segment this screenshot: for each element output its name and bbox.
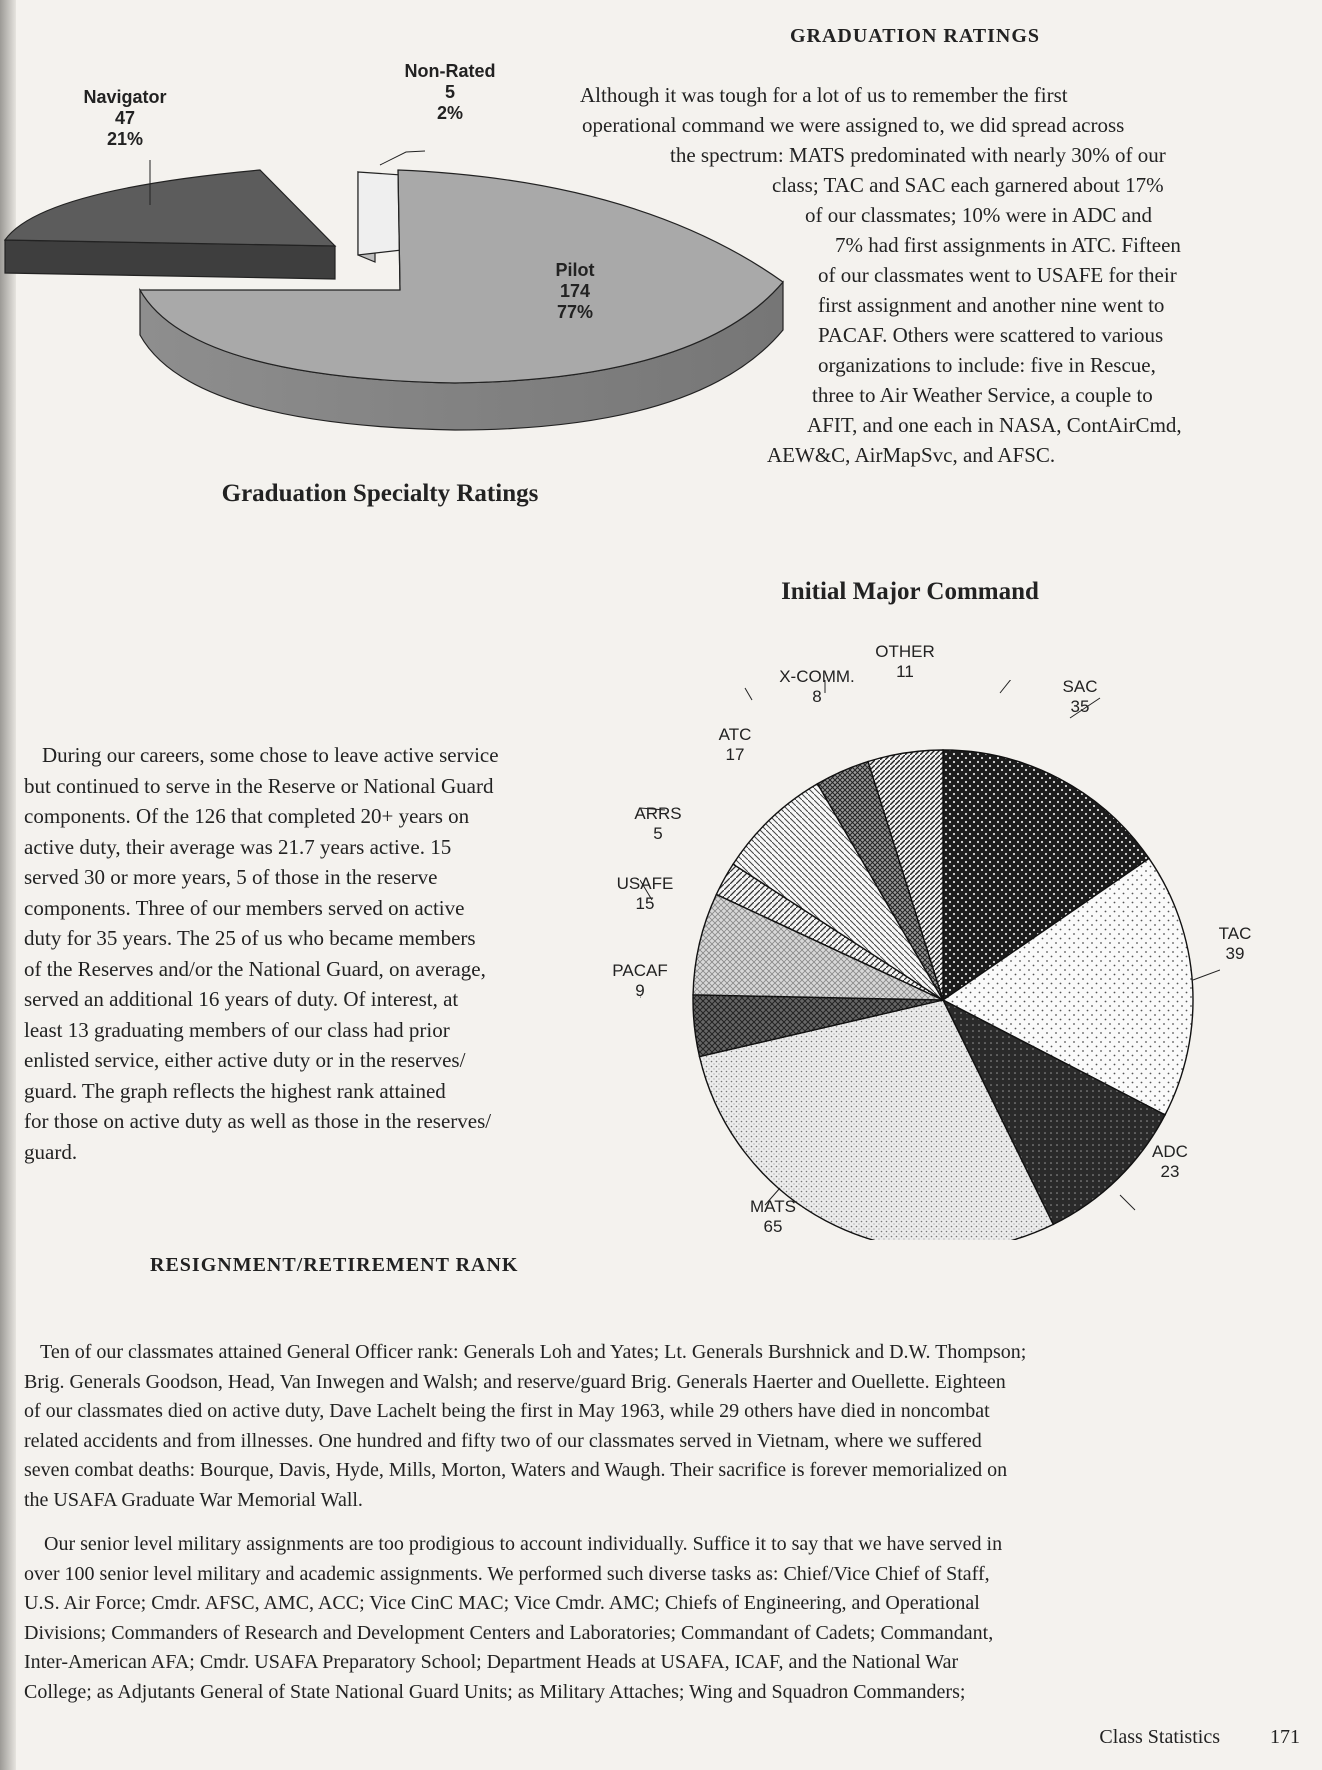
label-mats-name: MATS <box>750 1197 796 1216</box>
label-pilot-name: Pilot <box>555 260 595 280</box>
label-pacaf-name: PACAF <box>612 961 668 980</box>
rank-p1-line: seven combat deaths: Bourque, Davis, Hyde, Mills, Morton, Waters and Waugh. Their sacrifice is forever memorialized on <box>24 1459 1008 1481</box>
careers-line: During our careers, some chose to leave active service <box>42 743 499 767</box>
gr-line: operational command we were assigned to, we did spread across <box>582 113 1125 137</box>
leader-line <box>745 688 752 700</box>
label-adc-name: ADC <box>1152 1142 1188 1161</box>
gr-line: PACAF. Others were scattered to various <box>818 323 1164 347</box>
label-atc <box>705 725 765 765</box>
label-xcomm-value: 8 <box>812 687 822 706</box>
page-footer <box>1000 1726 1300 1749</box>
rank-p1-line: related accidents and from illnesses. One hundred and fifty two of our classmates served in Vietnam, where we suffered <box>24 1429 982 1452</box>
gr-line: of our classmates went to USAFE for their <box>818 263 1177 287</box>
label-tac <box>1205 924 1265 964</box>
careers-line: but continued to serve in the Reserve or National Guard <box>24 773 494 798</box>
gr-line: AFIT, and one each in NASA, ContAirCmd, <box>807 413 1182 437</box>
label-usafe-name: USAFE <box>616 874 674 893</box>
label-atc-value: 17 <box>725 745 745 764</box>
command-chart-title: Initial Major Command <box>781 578 1039 605</box>
leader-line <box>1193 970 1220 980</box>
rank-p2-line: Our senior level military assignments are too prodigious to account individually. Suffice it to say that we have served in <box>44 1533 1003 1555</box>
gr-line: organizations to include: five in Rescue, <box>818 353 1156 377</box>
careers-line: components. Of the 126 that completed 20+ years on <box>24 804 470 828</box>
label-arrs <box>628 804 688 844</box>
label-adc <box>1140 1142 1200 1182</box>
rank-p2-line: Inter-American AFA; Cmdr. USAFA Preparatory School; Department Heads at USAFA, ICAF, and the National War <box>24 1651 959 1673</box>
label-other-name: OTHER <box>875 642 935 661</box>
gr-line: class; TAC and SAC each garnered about 17% <box>772 173 1164 197</box>
label-nonrated-count: 5 <box>444 82 455 102</box>
rank-p1-line: the USAFA Graduate War Memorial Wall. <box>24 1488 363 1511</box>
pie-slice-navigator <box>5 170 335 279</box>
label-pacaf-value: 9 <box>635 981 645 1000</box>
careers-line: for those on active duty as well as those in the reserves/ <box>24 1109 492 1133</box>
rank-p2-line: College; as Adjutants General of State National Guard Units; as Military Attaches; Wing and Squadron Commanders; <box>24 1680 966 1703</box>
pie-slice-nonrated <box>358 172 402 262</box>
label-arrs-name: ARRS <box>634 804 682 823</box>
label-pilot-pct: 77% <box>556 302 594 322</box>
rank-p2-line: Divisions; Commanders of Research and Development Centers and Laboratories; Commandant of Cadets; Commandant, <box>24 1621 994 1644</box>
gr-line: first assignment and another nine went to <box>818 293 1165 317</box>
label-usafe-value: 15 <box>635 894 655 913</box>
graduation-ratings-text <box>560 80 1270 470</box>
rank-p2-line: U.S. Air Force; Cmdr. AFSC, AMC, ACC; Vice CinC MAC; Vice Cmdr. AMC; Chiefs of Engineering, and Operational <box>24 1592 980 1614</box>
label-sac-name: SAC <box>1062 677 1098 696</box>
careers-line: least 13 graduating members of our class had prior <box>24 1017 450 1042</box>
label-navigator-count: 47 <box>114 108 136 128</box>
label-pilot-count: 174 <box>559 281 591 301</box>
label-nonrated-name: Non-Rated <box>404 61 496 81</box>
leader-line <box>1000 680 1012 693</box>
label-nonrated-pct: 2% <box>436 103 463 123</box>
careers-line: guard. <box>24 1139 78 1164</box>
careers-line: duty for 35 years. The 25 of us who became members <box>24 926 476 950</box>
gr-line: 7% had first assignments in ATC. Fifteen <box>835 233 1181 257</box>
careers-line: served 30 or more years, 5 of those in the reserve <box>24 865 438 889</box>
careers-line: enlisted service, either active duty or in the reserves/ <box>24 1048 466 1072</box>
label-adc-value: 23 <box>1160 1162 1180 1181</box>
careers-line: components. Three of our members served on active <box>24 895 465 920</box>
gr-line: the spectrum: MATS predominated with nearly 30% of our <box>670 143 1166 167</box>
rank-heading: RESIGNMENT/RETIREMENT RANK <box>150 1254 519 1276</box>
leader-nonrated <box>380 151 425 165</box>
label-sac-value: 35 <box>1070 697 1090 716</box>
label-tac-name: TAC <box>1218 924 1252 943</box>
careers-line: active duty, their average was 21.7 years active. 15 <box>24 834 452 859</box>
label-navigator <box>60 87 190 150</box>
careers-line: of the Reserves and/or the National Guard, on average, <box>24 956 486 981</box>
label-tac-value: 39 <box>1225 944 1245 963</box>
label-other-value: 11 <box>896 662 914 681</box>
label-atc-name: ATC <box>718 725 752 744</box>
rank-p1-line: Brig. Generals Goodson, Head, Van Inwegen and Walsh; and reserve/guard Brig. Generals Haerter and Ouellette. Eighteen <box>24 1370 1006 1393</box>
label-mats <box>743 1197 803 1237</box>
footer-page-number: 171 <box>1270 1726 1300 1748</box>
specialty-chart-title: Graduation Specialty Ratings <box>221 480 539 507</box>
gr-line: three to Air Weather Service, a couple to <box>812 383 1153 407</box>
gr-line: Although it was tough for a lot of us to remember the first <box>580 83 1068 107</box>
label-sac <box>1025 677 1135 717</box>
label-navigator-pct: 21% <box>106 129 144 149</box>
leader-line <box>1120 1195 1135 1210</box>
footer-section: Class Statistics <box>1099 1726 1220 1748</box>
label-nonrated <box>385 61 515 124</box>
label-arrs-value: 5 <box>653 824 663 843</box>
rank-paragraph-1 <box>24 1338 1314 1515</box>
label-navigator-name: Navigator <box>83 87 167 107</box>
rank-p2-line: over 100 senior level military and academic assignments. We performed such diverse tasks as: Chief/Vice Chief of Staff, <box>24 1562 990 1585</box>
careers-text <box>24 740 624 1167</box>
gr-line: AEW&C, AirMapSvc, and AFSC. <box>767 443 1056 467</box>
graduation-ratings-heading: GRADUATION RATINGS <box>789 25 1041 47</box>
careers-line: guard. The graph reflects the highest rank attained <box>24 1078 446 1103</box>
rank-p1-line: of our classmates died on active duty, Dave Lachelt being the first in May 1963, while 29 others have died in noncombat <box>24 1400 990 1422</box>
label-xcomm <box>762 667 872 707</box>
label-xcomm-name: X-COMM. <box>779 667 855 686</box>
gr-line: of our classmates; 10% were in ADC and <box>805 203 1153 227</box>
rank-p1-line: Ten of our classmates attained General Officer rank: Generals Loh and Yates; Lt. Generals Burshnick and D.W. Thompson; <box>40 1341 1027 1363</box>
rank-paragraph-2 <box>24 1530 1314 1707</box>
label-mats-value: 65 <box>763 1217 783 1236</box>
careers-line: served an additional 16 years of duty. Of interest, at <box>24 987 459 1011</box>
